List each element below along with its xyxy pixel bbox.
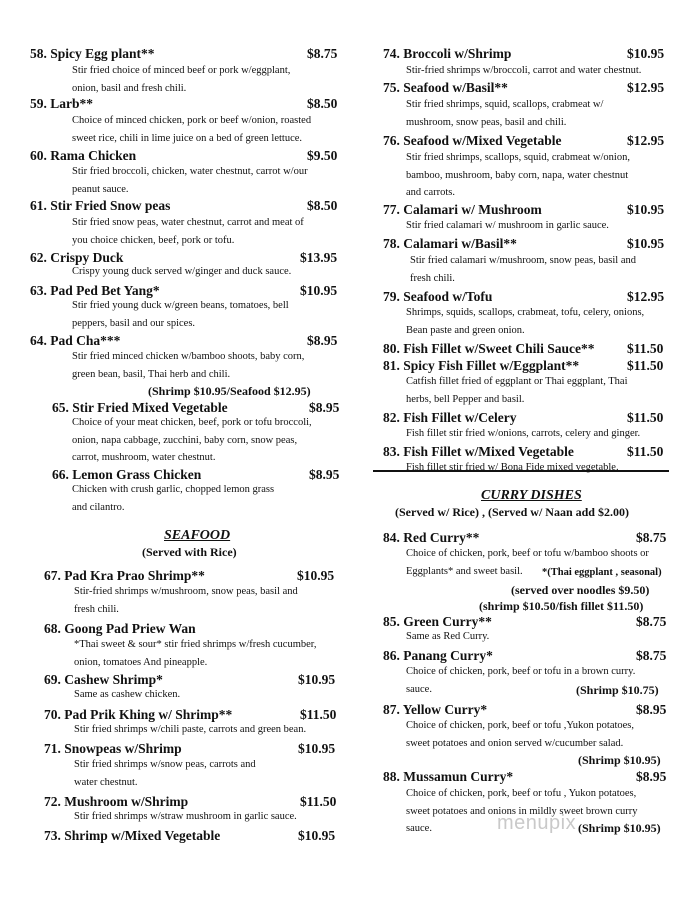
menu-item-description: Stir fried shrimps w/snow peas, carrots and water chestnut. [74, 759, 256, 788]
menu-item-description: Choice of chicken, pork, beef or tofu ,Yukon potatoes, sweet potatoes and onion served w/cucumber salad. [406, 720, 635, 749]
section-divider [373, 470, 669, 472]
menu-item-note: (Shrimp $10.95) [578, 821, 661, 835]
menu-item-description: Choice of minced chicken, pork or beef w/onion, roasted sweet rice, chili in lime juice on a bed of green lettuce. [72, 115, 312, 144]
menu-item-description: Stir fried snow peas, water chestnut, carrot and meat of you choice chicken, beef, pork or tofu. [72, 217, 304, 246]
menu-item-note: (shrimp $10.50/fish fillet $11.50) [479, 599, 644, 613]
menu-item-description: Choice of chicken, pork, beef or tofu w/bamboo shoots or Eggplants* and sweet basil. [406, 548, 649, 577]
menu-item-description: Catfish fillet fried of eggplant or Thai eggplant, Thai herbs, bell Pepper and basil. [406, 376, 628, 405]
menu-item-title: 79. Seafood w/Tofu [383, 289, 493, 304]
menu-item-title: 63. Pad Ped Bet Yang* [30, 283, 160, 298]
menu-item-description: Fish fillet stir fried w/onions, carrots, celery and ginger. [406, 428, 641, 439]
menu-item-title: 67. Pad Kra Prao Shrimp** [44, 568, 205, 583]
menu-item-title: 84. Red Curry** [383, 530, 480, 545]
menu-item-price: $11.50 [300, 707, 337, 722]
menu-item-title: 73. Shrimp w/Mixed Vegetable [44, 828, 221, 843]
menu-item-note: (Shrimp $10.75) [576, 683, 659, 697]
menu-item-price: $8.75 [636, 530, 667, 545]
menu-item-note: (served over noodles $9.50) [511, 583, 650, 597]
menu-item-price: $10.95 [300, 283, 338, 298]
menu-item-note: (Shrimp $10.95) [578, 753, 661, 767]
menu-item-price: $8.95 [307, 333, 338, 348]
menu-item-title: 72. Mushroom w/Shrimp [44, 794, 189, 809]
menu-item-price: $10.95 [298, 828, 336, 843]
menu-item-title: 61. Stir Fried Snow peas [30, 198, 171, 213]
menu-item-price: $10.95 [627, 202, 665, 217]
menu-item-description: Stir fried broccoli, chicken, water chestnut, carrot w/our peanut sauce. [72, 166, 308, 195]
menu-item-title: 80. Fish Fillet w/Sweet Chili Sauce** [383, 341, 595, 356]
menu-item-price: $8.75 [636, 648, 667, 663]
menu-item-title: 74. Broccoli w/Shrimp [383, 46, 512, 61]
menu-item-price: $8.95 [636, 702, 667, 717]
menu-item-price: $11.50 [627, 341, 664, 356]
menu-item-note: (Shrimp $10.95/Seafood $12.95) [148, 384, 311, 398]
seafood-section-subtitle: (Served with Rice) [142, 545, 237, 559]
menu-item-price: $11.50 [627, 358, 664, 373]
menu-item-price: $8.95 [636, 769, 667, 784]
menu-item-title: 62. Crispy Duck [30, 250, 124, 265]
menu-item-title: 65. Stir Fried Mixed Vegetable [52, 400, 228, 415]
menu-item-description: Stir-fried shrimps w/mushroom, snow peas, basil and fresh chili. [74, 586, 298, 615]
menu-item-description: Shrimps, squids, scallops, crabmeat, tofu, celery, onions, Bean paste and green onion. [406, 307, 645, 336]
menu-item-description: Crispy young duck served w/ginger and duck sauce. [72, 266, 292, 277]
menu-item-title: 64. Pad Cha*** [30, 333, 121, 348]
menu-item-description: Fish fillet stir fried w/ Bona Fide mixed vegetable. [406, 462, 619, 473]
menu-item-description: Stir fried shrimps w/straw mushroom in garlic sauce. [74, 811, 297, 822]
menu-item-description: Chicken with crush garlic, chopped lemon grass and cilantro. [72, 484, 275, 513]
menu-item-price: $8.50 [307, 198, 338, 213]
menu-item-price: $10.95 [297, 568, 335, 583]
curry-section-subtitle: (Served w/ Rice) , (Served w/ Naan add $2.00) [395, 505, 629, 519]
menu-item-price: $10.95 [627, 46, 665, 61]
menu-item-description: Stir fried shrimps, scallops, squid, crabmeat w/onion, bamboo, mushroom, baby corn, napa, water chestnut and carrots. [406, 152, 630, 198]
menu-item-price: $12.95 [627, 80, 665, 95]
watermark-logo: menupix [497, 812, 577, 834]
menu-item-description: Stir fried calamari w/mushroom, snow peas, basil and fresh chili. [410, 255, 636, 284]
menu-item-price: $11.50 [300, 794, 337, 809]
menu-item-price: $10.95 [627, 236, 665, 251]
menu-item-title: 88. Mussamun Curry* [383, 769, 514, 784]
menu-item-title: 70. Pad Prik Khing w/ Shrimp** [44, 707, 233, 722]
menu-item-description: Stir-fried shrimps w/broccoli, carrot and water chestnut. [406, 65, 642, 76]
menu-item-title: 69. Cashew Shrimp* [44, 672, 163, 687]
menu-item-description: Choice of chicken, pork, beef or tofu , Yukon potatoes, sweet potatoes and onions in mildly sweet brown curry sauce. [406, 788, 638, 834]
menu-item-description: Stir fried young duck w/green beans, tomatoes, bell peppers, basil and our spices. [72, 300, 289, 329]
menu-item-description: Stir fried choice of minced beef or pork w/eggplant, onion, basil and fresh chili. [72, 65, 291, 94]
menu-item-description: Same as cashew chicken. [74, 689, 181, 700]
menu-item-title: 85. Green Curry** [383, 614, 492, 629]
menu-item-price: $8.50 [307, 96, 338, 111]
menu-item-price: $9.50 [307, 148, 338, 163]
menu-item-note: *(Thai eggplant , seasonal) [542, 567, 662, 578]
curry-section-title: CURRY DISHES [481, 488, 582, 503]
menu-item-title: 76. Seafood w/Mixed Vegetable [383, 133, 562, 148]
menu-item-title: 78. Calamari w/Basil** [383, 236, 517, 251]
menu-item-title: 71. Snowpeas w/Shrimp [44, 741, 182, 756]
menu-item-price: $11.50 [627, 444, 664, 459]
menu-item-title: 81. Spicy Fish Fillet w/Eggplant** [383, 358, 580, 373]
menu-item-description: Stir fried minced chicken w/bamboo shoots, baby corn, green bean, basil, Thai herb and chili. [72, 351, 305, 380]
menu-item-title: 66. Lemon Grass Chicken [52, 467, 202, 482]
menu-item-price: $12.95 [627, 133, 665, 148]
menu-item-title: 68. Goong Pad Priew Wan [44, 621, 196, 636]
seafood-section-title: SEAFOOD [164, 528, 231, 543]
menu-item-title: 59. Larb** [30, 96, 94, 111]
menu-item-price: $10.95 [298, 741, 336, 756]
menu-item-title: 87. Yellow Curry* [383, 702, 488, 717]
menu-item-title: 82. Fish Fillet w/Celery [383, 410, 517, 425]
menu-item-description: Stir fried shrimps, squid, scallops, crabmeat w/ mushroom, snow peas, basil and chili. [406, 99, 604, 128]
menu-item-title: 86. Panang Curry* [383, 648, 493, 663]
menu-item-description: Same as Red Curry. [406, 631, 490, 642]
menu-item-price: $8.75 [307, 46, 338, 61]
menu-item-price: $8.95 [309, 400, 340, 415]
menu-item-title: 83. Fish Fillet w/Mixed Vegetable [383, 444, 574, 459]
menu-item-title: 77. Calamari w/ Mushroom [383, 202, 542, 217]
menu-item-price: $11.50 [627, 410, 664, 425]
menu-item-price: $13.95 [300, 250, 338, 265]
menu-item-price: $8.75 [636, 614, 667, 629]
menu-item-price: $8.95 [309, 467, 340, 482]
menu-item-price: $10.95 [298, 672, 336, 687]
menu-item-description: Stir fried shrimps w/chili paste, carrots and green bean. [74, 724, 307, 735]
menu-item-description: Stir fried calamari w/ mushroom in garlic sauce. [406, 220, 609, 231]
menu-item-description: Choice of your meat chicken, beef, pork or tofu broccoli, onion, napa cabbage, zucchini, baby corn, snow peas, carrot, mushroom, water chestnut. [72, 417, 312, 463]
menu-item-title: 58. Spicy Egg plant** [30, 46, 155, 61]
menu-item-price: $12.95 [627, 289, 665, 304]
menu-item-title: 75. Seafood w/Basil** [383, 80, 508, 95]
menu-item-title: 60. Rama Chicken [30, 148, 137, 163]
menu-item-description: *Thai sweet & sour* stir fried shrimps w/fresh cucumber, onion, tomatoes And pineapple. [74, 639, 317, 668]
menu-item-description: Choice of chicken, pork, beef or tofu in a brown curry. sauce. [406, 666, 636, 695]
